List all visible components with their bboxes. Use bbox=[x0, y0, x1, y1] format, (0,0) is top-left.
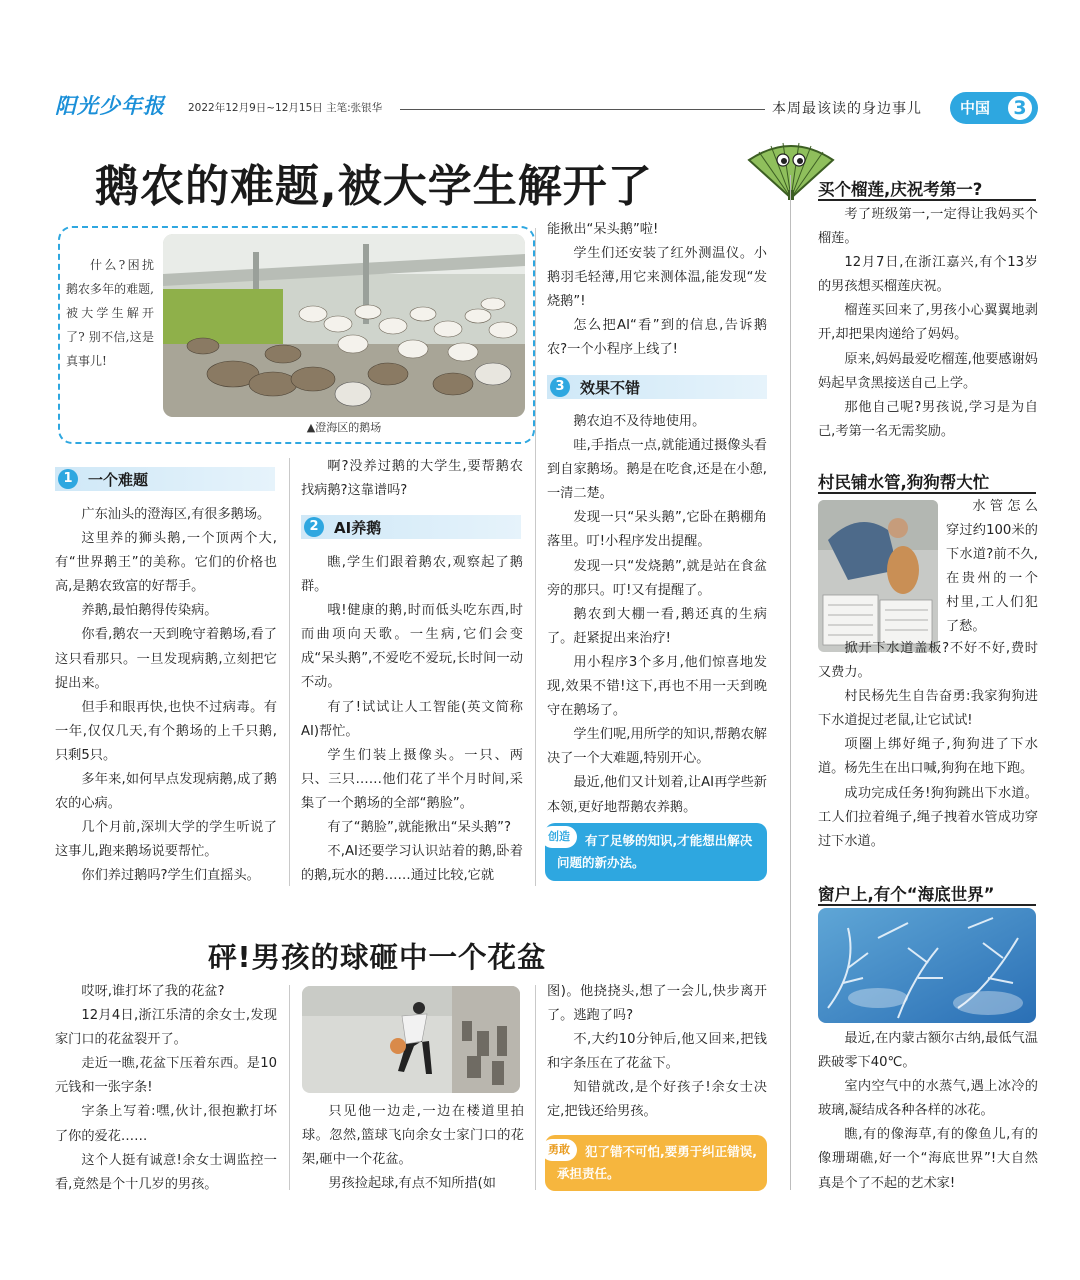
frost-window-photo bbox=[818, 908, 1036, 1023]
paragraph: 学生们还安装了红外测温仪。小鹅羽毛轻薄,用它来测体温,能发现“发烧鹅”! bbox=[547, 246, 767, 310]
worker-dog-photo bbox=[818, 500, 938, 652]
section-title-3: 效果不错 bbox=[580, 379, 641, 397]
paragraph: 鹅农到大棚一看,鹅还真的生病了。赶紧捉出来治疗! bbox=[547, 606, 767, 646]
paragraph: 走近一瞧,花盆下压着东西。是10元钱和一张字条! bbox=[55, 1056, 277, 1096]
second-story-col-3 bbox=[547, 980, 767, 1125]
section-3-body bbox=[547, 410, 767, 820]
column-divider bbox=[535, 228, 536, 886]
paragraph: 发现一只“呆头鹅”,它卧在鹅棚角落里。叮!小程序发出提醒。 bbox=[547, 510, 767, 550]
paragraph: 多年来,如何早点发现病鹅,成了鹅农的心病。 bbox=[55, 772, 277, 812]
callout-tag: 勇敢 bbox=[541, 1139, 577, 1161]
column-divider bbox=[790, 175, 791, 1190]
paragraph: 广东汕头的澄海区,有很多鹅场。 bbox=[81, 507, 271, 522]
side-title-dog: 村民铺水管,狗狗帮大忙 bbox=[818, 473, 990, 492]
paragraph: 学生们呢,用所学的知识,帮鹅农解决了一个大难题,特别开心。 bbox=[547, 727, 767, 767]
paragraph: 这个人挺有诚意!余女士调监控一看,竟然是个十几岁的男孩。 bbox=[55, 1152, 277, 1192]
paragraph: 最近,他们又计划着,让AI再学些新本领,更好地帮鹅农养鹅。 bbox=[547, 775, 767, 815]
paragraph: 那他自己呢?男孩说,学习是为自己,考第一名无需奖励。 bbox=[818, 399, 1038, 439]
paragraph: 掀开下水道盖板?不好不好,费时又费力。 bbox=[818, 641, 1038, 681]
side-dog-body bbox=[818, 637, 1038, 854]
section-2-lead bbox=[301, 455, 523, 503]
paragraph: 12月4日,浙江乐清的余女士,发现家门口的花盆裂开了。 bbox=[55, 1008, 277, 1048]
paragraph: 只见他一边走,一边在楼道里拍球。忽然,篮球飞向余女士家门口的花架,砸中一个花盆。 bbox=[302, 1104, 524, 1168]
paragraph: 哦!健康的鹅,时而低头吃东西,时而曲项向天歌。一生病,它们会变成“呆头鹅”,不爱吃不爱玩,长时间一动不动。 bbox=[301, 603, 523, 691]
paragraph: 发现一只“发烧鹅”,就是站在食盆旁的那只。叮!又有提醒了。 bbox=[547, 558, 767, 598]
paragraph: 最近,在内蒙古额尔古纳,最低气温跌破零下40℃。 bbox=[818, 1031, 1038, 1071]
side-title-rule bbox=[818, 199, 1036, 201]
paragraph: 养鹅,最怕鹅得传染病。 bbox=[81, 603, 218, 619]
issue-info: 2022年12月9日~12月15日 主笔:张银华 bbox=[188, 102, 383, 114]
paragraph: 成功完成任务!狗狗跳出下水道。工人们拉着绳子,绳子拽着水管成功穿过下水道。 bbox=[818, 785, 1038, 849]
paragraph: 村民杨先生自告奋勇:我家狗狗进下水道捉过老鼠,让它试试! bbox=[818, 689, 1038, 729]
paragraph: 哇,手指点一点,就能通过摄像头看到自家鹅场。鹅是在吃食,还是在小憩,一清二楚。 bbox=[547, 438, 767, 502]
main-headline: 鹅农的难题,被大学生解开了 bbox=[95, 161, 653, 212]
goose-farm-photo bbox=[163, 234, 525, 417]
paragraph: 啊?没养过鹅的大学生,要帮鹅农找病鹅?这靠谱吗? bbox=[301, 459, 523, 499]
masthead-logo: 阳光少年报 bbox=[55, 94, 165, 118]
side-title-window: 窗户上,有个“海底世界” bbox=[818, 885, 995, 904]
paragraph: 知错就改,是个好孩子!余女士决定,把钱还给男孩。 bbox=[547, 1080, 767, 1120]
second-story-col-2 bbox=[302, 1100, 524, 1196]
section-2-body bbox=[301, 551, 523, 888]
paragraph: 有了“鹅脸”,就能揪出“呆头鹅”? bbox=[327, 820, 511, 836]
paragraph: 几个月前,深圳大学的学生听说了这事儿,跑来鹅场说要帮忙。 bbox=[55, 820, 277, 860]
photo-caption: ▲澄海区的鹅场 bbox=[306, 421, 382, 434]
side-window-body bbox=[818, 1027, 1038, 1196]
paragraph: 室内空气中的水蒸气,遇上冰冷的玻璃,凝结成各种各样的冰花。 bbox=[818, 1079, 1038, 1119]
section-3-lead bbox=[547, 218, 767, 363]
callout-tag: 创造 bbox=[541, 826, 577, 848]
side-title-rule bbox=[818, 904, 1036, 906]
paragraph: 哎呀,谁打坏了我的花盆? bbox=[81, 984, 225, 999]
section-1-body bbox=[55, 503, 277, 889]
second-headline: 砰!男孩的球砸中一个花盆 bbox=[208, 941, 547, 974]
paragraph: 12月7日,在浙江嘉兴,有个13岁的男孩想买榴莲庆祝。 bbox=[818, 255, 1038, 295]
paragraph: 学生们装上摄像头。一只、两只、三只……他们花了半个月时间,采集了一个鹅场的全部“鹅脸”。 bbox=[301, 747, 523, 811]
side-durian-body bbox=[818, 203, 1038, 444]
column-divider bbox=[535, 985, 536, 1190]
paragraph: 男孩捡起球,有点不知所措(如 bbox=[328, 1176, 496, 1192]
paragraph: 用小程序3个多月,他们惊喜地发现,效果不错!这下,再也不用一天到晚守在鹅场了。 bbox=[547, 654, 767, 719]
paragraph: 榴莲买回来了,男孩小心翼翼地剥开,却把果肉递给了妈妈。 bbox=[818, 303, 1038, 343]
section-title-2: AI养鹅 bbox=[334, 519, 382, 537]
callout-text: 犯了错不可怕,要勇于纠正错误,承担责任。 bbox=[557, 1144, 757, 1181]
paragraph: 有了!试试让人工智能(英文简称AI)帮忙。 bbox=[301, 699, 523, 739]
paragraph: 图)。他挠挠头,想了一会儿,快步离开了。逃跑了吗? bbox=[547, 984, 767, 1024]
second-story-col-1 bbox=[55, 980, 277, 1197]
paragraph: 瞧,学生们跟着鹅农,观察起了鹅群。 bbox=[301, 555, 523, 595]
section-number-2: 2 bbox=[304, 517, 324, 537]
paragraph: 考了班级第一,一定得让我妈买个榴莲。 bbox=[818, 207, 1038, 247]
paragraph: 但手和眼再快,也快不过病毒。有一年,仅仅几天,有个鹅场的上千只鹅,只剩5只。 bbox=[55, 699, 277, 763]
side-dog-wrap bbox=[946, 495, 1038, 640]
paragraph: 你看,鹅农一天到晚守着鹅场,看了这只看那只。一旦发现病鹅,立刻把它捉出来。 bbox=[55, 627, 277, 691]
callout-text: 有了足够的知识,才能想出解决问题的新办法。 bbox=[557, 833, 753, 870]
paragraph: 不,AI还要学习认识站着的鹅,卧着的鹅,玩水的鹅……通过比较,它就 bbox=[301, 844, 523, 884]
paragraph: 怎么把AI“看”到的信息,告诉鹅农?一个小程序上线了! bbox=[547, 318, 767, 358]
boy-basketball-photo bbox=[302, 986, 520, 1093]
side-title-durian: 买个榴莲,庆祝考第一? bbox=[818, 180, 983, 199]
paragraph: 原来,妈妈最爱吃榴莲,他要感谢妈妈起早贪黑接送自己上学。 bbox=[818, 351, 1038, 391]
paragraph: 不,大约10分钟后,他又回来,把钱和字条压在了花盆下。 bbox=[547, 1032, 767, 1072]
column-divider bbox=[289, 458, 290, 886]
header-divider bbox=[400, 109, 765, 110]
paragraph: 这里养的狮头鹅,一个顶两个大,有“世界鹅王”的美称。它们的价格也高,是鹅农致富的好帮手。 bbox=[55, 531, 277, 595]
paragraph: 水管怎么穿过约100米的下水道?前不久,在贵州的一个村里,工人们犯了愁。 bbox=[946, 499, 1038, 635]
section-label: 中国 bbox=[960, 99, 991, 117]
paragraph: 项圈上绑好绳子,狗狗进了下水道。杨先生在出口喊,狗狗在地下跑。 bbox=[818, 737, 1038, 777]
section-number-1: 1 bbox=[58, 469, 78, 489]
section-title-1: 一个难题 bbox=[88, 471, 149, 489]
side-title-rule bbox=[818, 492, 1036, 494]
header-slogan: 本周最该读的身边事儿 bbox=[772, 101, 922, 117]
paragraph: 字条上写着:嘿,伙计,很抱歉打坏了你的爱花…… bbox=[55, 1104, 277, 1144]
column-divider bbox=[289, 985, 290, 1190]
intro-text: 什么?困扰鹅农多年的难题,被大学生解开了? 别不信,这是真事儿! bbox=[66, 258, 154, 368]
paragraph: 鹅农迫不及待地使用。 bbox=[573, 414, 706, 429]
paragraph: 瞧,有的像海草,有的像鱼儿,有的像珊瑚礁,好一个“海底世界”!大自然真是个了不起的艺术家! bbox=[818, 1127, 1038, 1191]
paragraph: 能揪出“呆头鹅”啦! bbox=[547, 222, 659, 237]
section-number-badge: 3 bbox=[1005, 93, 1035, 123]
section-number-3: 3 bbox=[550, 377, 570, 397]
paragraph: 你们养过鹅吗?学生们直摇头。 bbox=[81, 868, 260, 884]
